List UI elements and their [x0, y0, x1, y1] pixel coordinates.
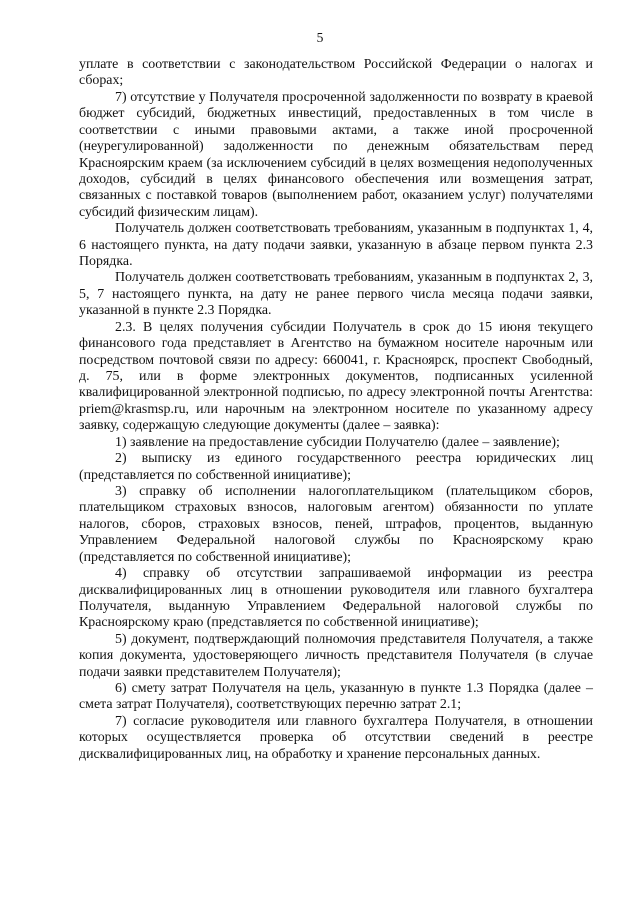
list-item-application: 1) заявление на предоставление субсидии Получателю (далее – заявление); — [115, 434, 560, 450]
paragraph-requirements-1-4-6: Получатель должен соответствовать требованиям, указанным в подпунктах 1, 4, 6 настоящего пункта, на дату подачи заявки, указанную в абзаце первом пункта 2.3 Порядка. — [79, 221, 593, 270]
list-item-authority-document: 5) документ, подтверждающий полномочия представителя Получателя, а также копия документа, удостоверяющего личность представителя Получателя (в случае подачи заявки представителем Получателя); — [79, 631, 593, 680]
page-number: 5 — [316, 30, 324, 45]
list-item-registry-extract: 2) выписку из единого государственного реестра юридических лиц (представляется по собственной инициативе); — [79, 451, 593, 483]
paragraph-section-2-3: 2.3. В целях получения субсидии Получатель в срок до 15 июня текущего финансового года представляет в Агентство на бумажном носителе нарочным или посредством почтовой связи по адресу: 660041, г. Красноярск, проспект Свободный, д. 75, или в форме электронных документов, подписанных усиленной квалифицированной электронной подписью, по адресу электронной почты Агентства: priem@krasmsp.ru, или нарочным на электронном носителе по указанному адресу заявку, содержащую следующие документы (далее – заявка): — [79, 319, 593, 434]
list-item-tax-certificate: 3) справку об исполнении налогоплательщиком (плательщиком сборов, плательщиком страховых взносов, налоговым агентом) обязанности по уплате налогов, сборов, страховых взносов, пеней, штрафов, процентов, выданную Управлением Федеральной налоговой службы по Красноярскому краю (представляется по собственной инициативе); — [79, 483, 593, 565]
list-item-personal-data-consent: 7) согласие руководителя или главного бухгалтера Получателя, в отношении которых осуществляется проверка об отсутствии сведений в реестре дисквалифицированных лиц, на обработку и хранение персональных данных. — [79, 713, 593, 762]
paragraph-item-7-no-debt: 7) отсутствие у Получателя просроченной задолженности по возврату в краевой бюджет субсидий, бюджетных инвестиций, предоставленных в том числе в соответствии с иными правовыми актами, а также иной просроченной (неурегулированной) задолженности по денежным обязательствам перед Красноярским краем (за исключением субсидий в целях возмещения недополученных доходов, субсидий в целях финансового обеспечения или возмещения затрат, связанных с поставкой товаров (выполнением работ, оказанием услуг) получателями субсидий физическим лицам). — [79, 89, 593, 220]
document-body — [79, 57, 593, 763]
paragraph-requirements-2-3-5-7: Получатель должен соответствовать требованиям, указанным в подпунктах 2, 3, 5, 7 настоящего пункта, на дату не ранее первого числа месяца подачи заявки, указанной в пункте 2.3 Порядка. — [79, 270, 593, 319]
list-item-disqualification-certificate: 4) справку об отсутствии запрашиваемой информации из реестра дисквалифицированных лиц в отношении руководителя или главного бухгалтера Получателя, выданную Управлением Федеральной налоговой службы по Красноярскому краю (представляется по собственной инициативе); — [79, 566, 593, 631]
list-item-cost-estimate: 6) смету затрат Получателя на цель, указанную в пункте 1.3 Порядка (далее – смета затрат Получателя), соответствующих перечню затрат 2.1; — [79, 681, 593, 713]
paragraph-taxes-continuation: уплате в соответствии с законодательством Российской Федерации о налогах и сборах; — [79, 57, 593, 89]
